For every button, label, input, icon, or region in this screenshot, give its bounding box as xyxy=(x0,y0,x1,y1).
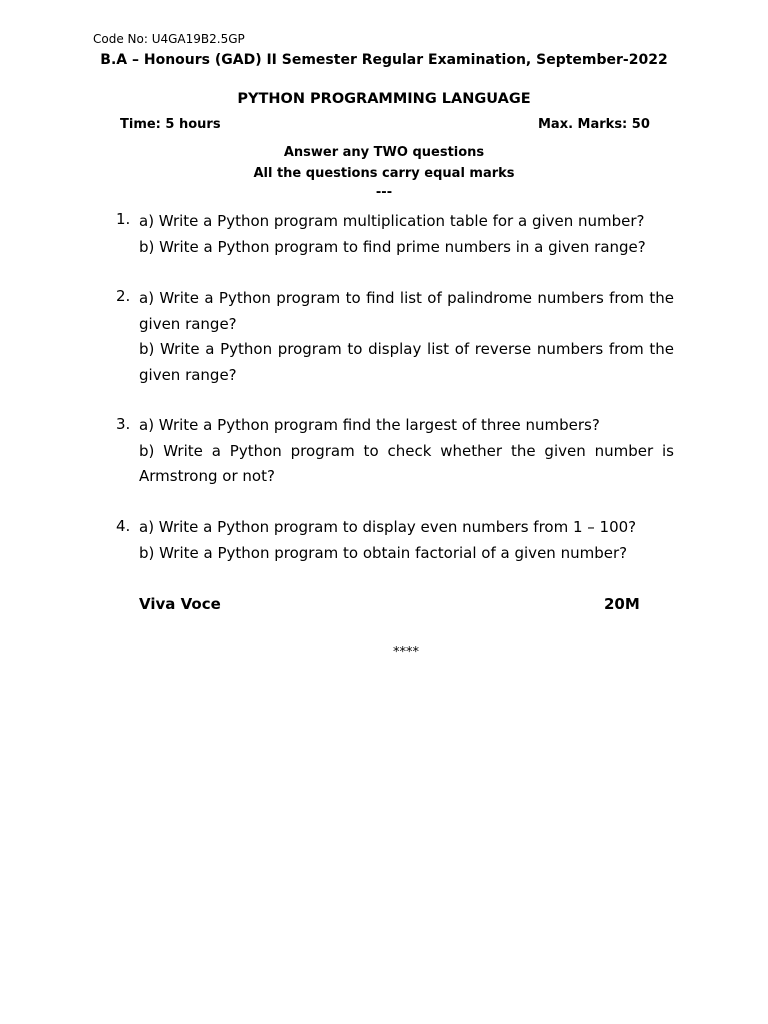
question-1 xyxy=(139,209,674,260)
question-4 xyxy=(139,515,674,566)
end-of-paper-mark: **** xyxy=(393,645,419,660)
question-part-a: a) Write a Python program multiplication table for a given number? xyxy=(139,212,645,230)
question-part-a: a) Write a Python program to display even numbers from 1 – 100? xyxy=(139,518,637,536)
question-part-a: a) Write a Python program find the largest of three numbers? xyxy=(139,416,600,434)
question-part-a: a) Write a Python program to find list of palindrome numbers from the given range? xyxy=(139,289,674,333)
exam-title: B.A – Honours (GAD) II Semester Regular Examination, September-2022 xyxy=(100,52,668,68)
question-number: 3. xyxy=(116,415,131,433)
question-number: 2. xyxy=(116,287,131,305)
viva-voce-marks: 20M xyxy=(604,595,640,613)
question-3 xyxy=(139,413,674,490)
time-allowed: Time: 5 hours xyxy=(120,117,221,132)
question-number: 1. xyxy=(116,210,131,228)
viva-voce-label: Viva Voce xyxy=(139,595,221,613)
header-separator: --- xyxy=(375,185,393,200)
instruction-equal-marks: All the questions carry equal marks xyxy=(253,166,515,181)
question-part-b: b) Write a Python program to display list of reverse numbers from the given range? xyxy=(139,340,674,384)
instruction-answer-any: Answer any TWO questions xyxy=(283,145,485,160)
question-part-b: b) Write a Python program to check whether the given number is Armstrong or not? xyxy=(139,441,674,486)
question-part-b: b) Write a Python program to find prime numbers in a given range? xyxy=(139,237,646,256)
question-number: 4. xyxy=(116,517,131,535)
question-part-b: b) Write a Python program to obtain factorial of a given number? xyxy=(139,543,628,562)
code-number: Code No: U4GA19B2.5GP xyxy=(93,32,245,46)
max-marks: Max. Marks: 50 xyxy=(538,117,650,132)
question-2 xyxy=(139,286,674,388)
subject-title: PYTHON PROGRAMMING LANGUAGE xyxy=(237,91,531,107)
